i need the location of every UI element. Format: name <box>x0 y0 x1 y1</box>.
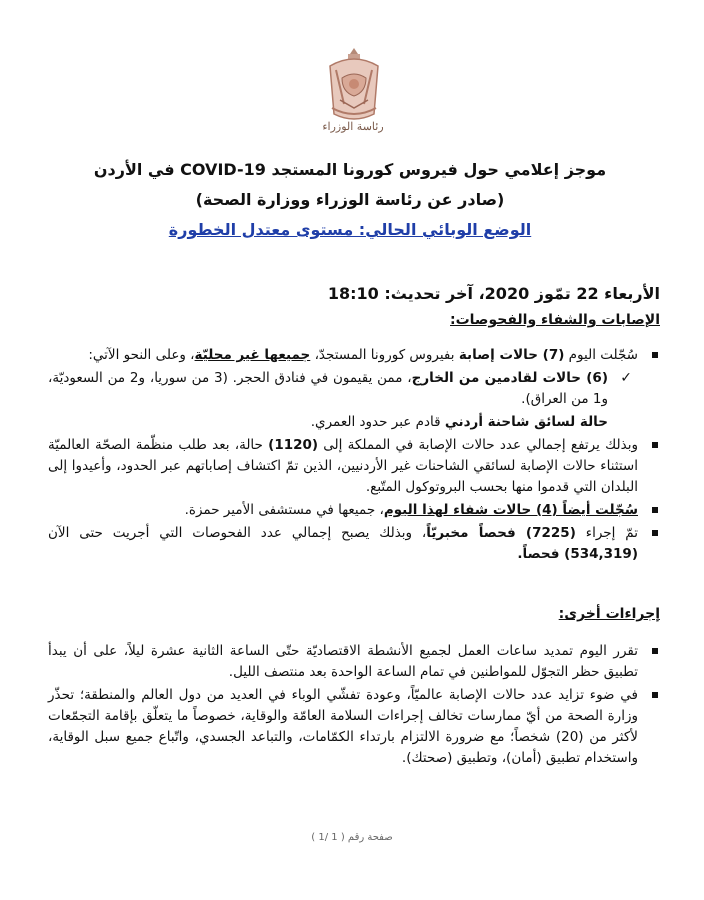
measures-list <box>48 641 660 771</box>
bullet-icon <box>652 442 658 448</box>
sub-list-item: حالة لسائق شاحنة أردني قادم عبر حدود العمري. <box>310 414 608 430</box>
list-item: وبذلك يرتفع إجمالي عدد حالات الإصابة في المملكة إلى (1120) حالة، بعد طلب منظّمة الصحّة العالميّة استثناء حالات الإصابة لسائقي الشاحنات غير الأردنيين، الذين تمّ اكتشاف إصاباتهم عبر الحدود، وأعيدوا إلى البلدان التي قدموا منها بحسب البروتوكول المتّبع. <box>48 435 660 498</box>
list-item: تمّ إجراء (7225) فحصاً مخبريّاً، وبذلك يصبح إجمالي عدد الفحوصات التي أجريت حتى الآن (534,319) فحصاً. <box>48 523 660 565</box>
dateline: الأربعاء 22 تمّوز 2020، آخر تحديث: 18:10 <box>327 284 660 303</box>
sub-list-item: ✓ (6) حالات لقادمين من الخارج، ممن يقيمون في فنادق الحجر. (3 من سوريا، و2 من السعوديّة، و1 من العراق). <box>48 370 632 407</box>
bullet-icon <box>652 530 658 536</box>
list-item: تقرر اليوم تمديد ساعات العمل لجميع الأنشطة الاقتصاديّة حتّى الساعة الثانية عشرة ليلاً، على أن يبدأ تطبيق حظر التجوّل للمواطنين في تمام الساعة الواحدة بعد منتصف الليل. <box>48 641 660 683</box>
document-title: موجز إعلامي حول فيروس كورونا المستجد COVID-19 في الأردن <box>93 160 607 179</box>
bullet-icon <box>652 507 658 513</box>
list-item: سُجّلت اليوم (7) حالات إصابة بفيروس كورونا المستجدّ، جميعها غير محليّة، وعلى النحو الآتي: <box>48 345 660 366</box>
epidemic-status: الوضع الوبائي الحالي: مستوى معتدل الخطورة <box>168 220 532 239</box>
list-item: في ضوء تزايد عدد حالات الإصابة عالميّاً، وعودة تفشّي الوباء في العديد من دول العالم والمنطقة؛ تحذّر وزارة الصحة من أيّ ممارسات تخالف إجراءات السلامة العامّة والوقاية، خصوصاً ما يتعلّق بإقامة التجمّعات لأكثر من (20) شخصاً؛ مع ضرورة الالتزام بارتداء الكمّامات، والتباعد الجسدي، واتّباع جميع سبل الوقاية، واستخدام تطبيق (أمان)، وتطبيق (صحتك). <box>48 685 660 769</box>
bullet-icon <box>652 352 658 358</box>
checkmark-icon: ✓ <box>620 370 632 386</box>
cases-list <box>48 345 660 567</box>
list-item: سُجّلت أيضاً (4) حالات شفاء لهذا اليوم، جميعها في مستشفى الأمير حمزة. <box>48 500 660 521</box>
document-subtitle: (صادر عن رئاسة الوزراء ووزارة الصحة) <box>195 190 505 209</box>
bullet-icon <box>652 692 658 698</box>
bullet-icon <box>652 648 658 654</box>
section-heading-measures: إجراءات أخرى: <box>558 606 660 622</box>
emblem-caption: رئاسة الوزراء <box>322 120 384 133</box>
section-heading-cases: الإصابات والشفاء والفحوصات: <box>450 312 660 328</box>
page-number: صفحة رقم ( 1 /1 ) <box>311 832 393 843</box>
